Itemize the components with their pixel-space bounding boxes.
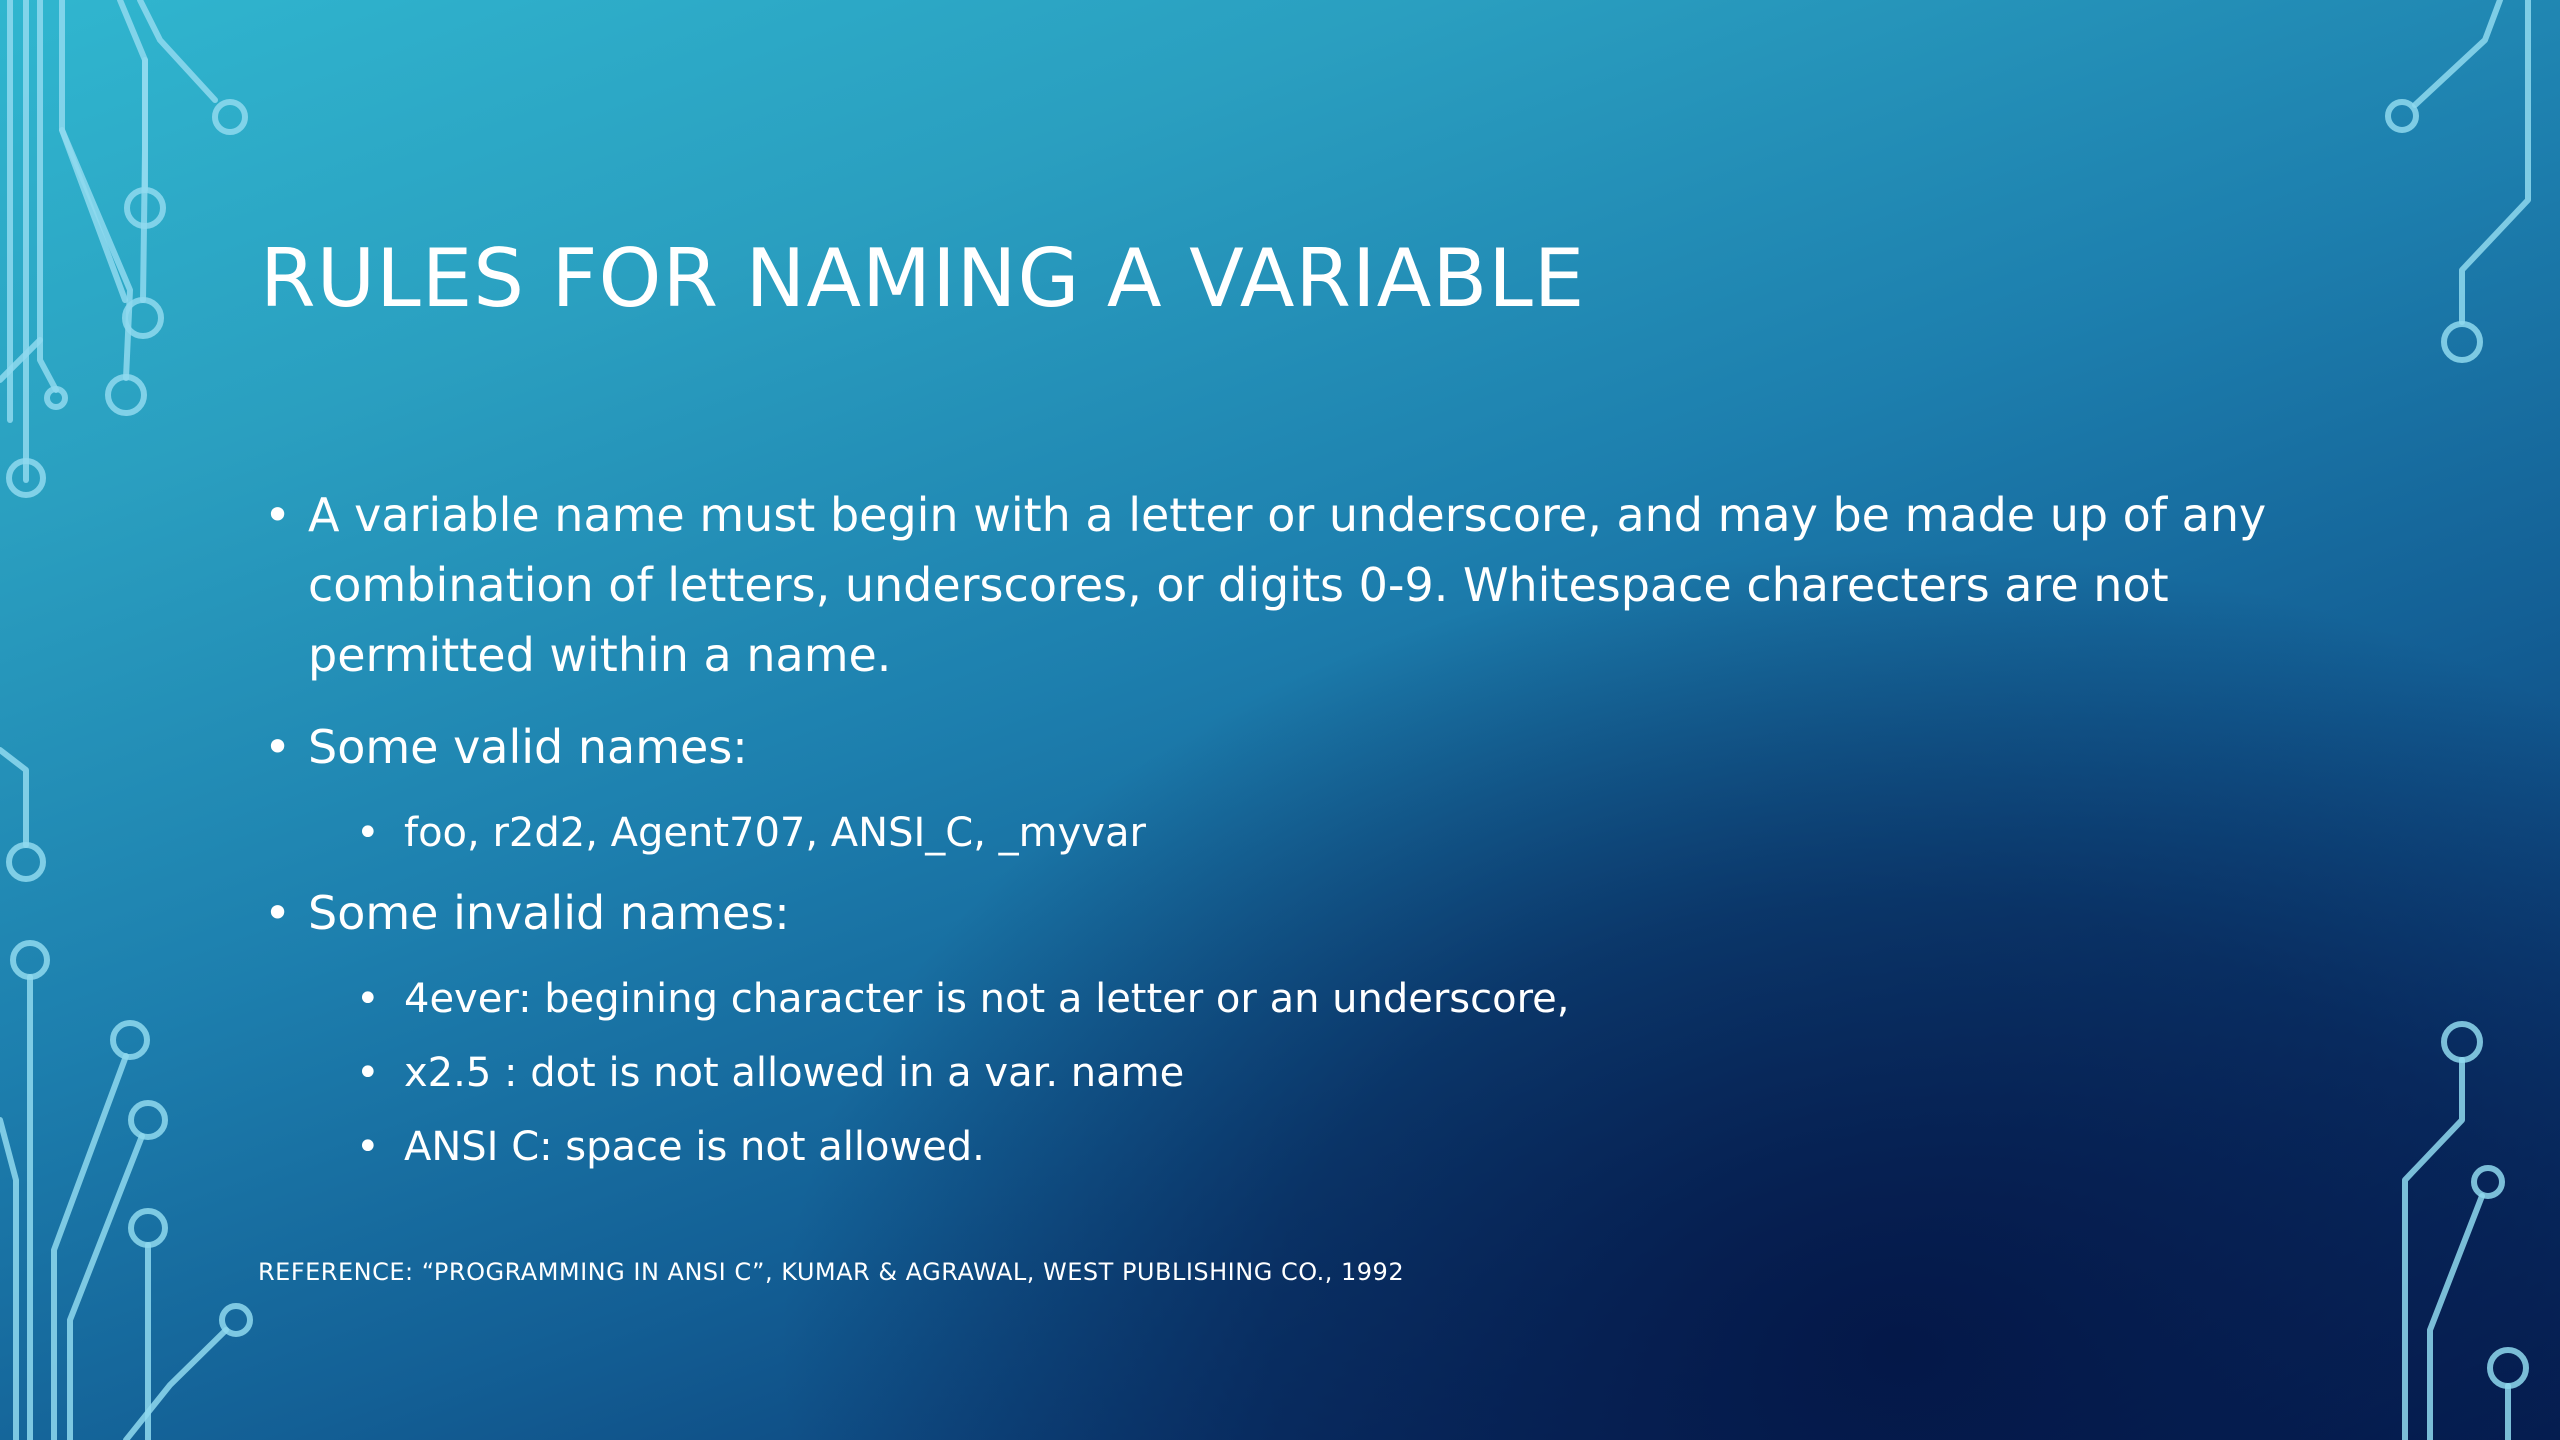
sub-bullet-text: foo, r2d2, Agent707, ANSI_C, _myvar [404,810,1146,856]
circuit-left-middle [0,750,43,879]
sub-bullet-text: 4ever: begining character is not a letter or an underscore, [404,976,1570,1022]
circuit-top-right [2388,0,2528,360]
bullet-text: Some invalid names: [308,886,790,940]
bullet-dot: • [264,488,292,542]
sub-bullet-item [260,804,2320,862]
sub-bullet-item [260,970,2320,1028]
slide-title: RULES FOR NAMING A VARIABLE [260,232,1586,325]
circuit-bottom-right [2405,1024,2526,1440]
sub-bullet-text: ANSI C: space is not allowed. [404,1124,985,1170]
bullet-text: Some valid names: [308,720,748,774]
sub-bullet-dot: • [356,1050,380,1096]
sub-list-invalid [260,970,2320,1176]
bullet-text: A variable name must begin with a letter or underscore, and may be made up of any combination of letters, underscores, or digits 0-9. Whitespace charecters are not permitted within a name. [308,488,2267,682]
sub-list-valid [260,804,2320,862]
bullet-dot: • [264,720,292,774]
sub-bullet-text: x2.5 : dot is not allowed in a var. name [404,1050,1185,1096]
circuit-top-left [0,0,245,495]
circuit-bottom-left [0,943,250,1440]
sub-bullet-dot: • [356,976,380,1022]
sub-bullet-dot: • [356,1124,380,1170]
bullet-item-invalid-names [260,878,2320,948]
sub-bullet-item [260,1118,2320,1176]
bullet-dot: • [264,886,292,940]
sub-bullet-item [260,1044,2320,1102]
sub-bullet-dot: • [356,810,380,856]
bullet-item-rule [260,480,2320,690]
reference-citation: REFERENCE: “PROGRAMMING IN ANSI C”, KUMAR & AGRAWAL, WEST PUBLISHING CO., 1992 [258,1258,1405,1286]
bullet-item-valid-names [260,712,2320,782]
bullet-list [260,480,2320,1192]
